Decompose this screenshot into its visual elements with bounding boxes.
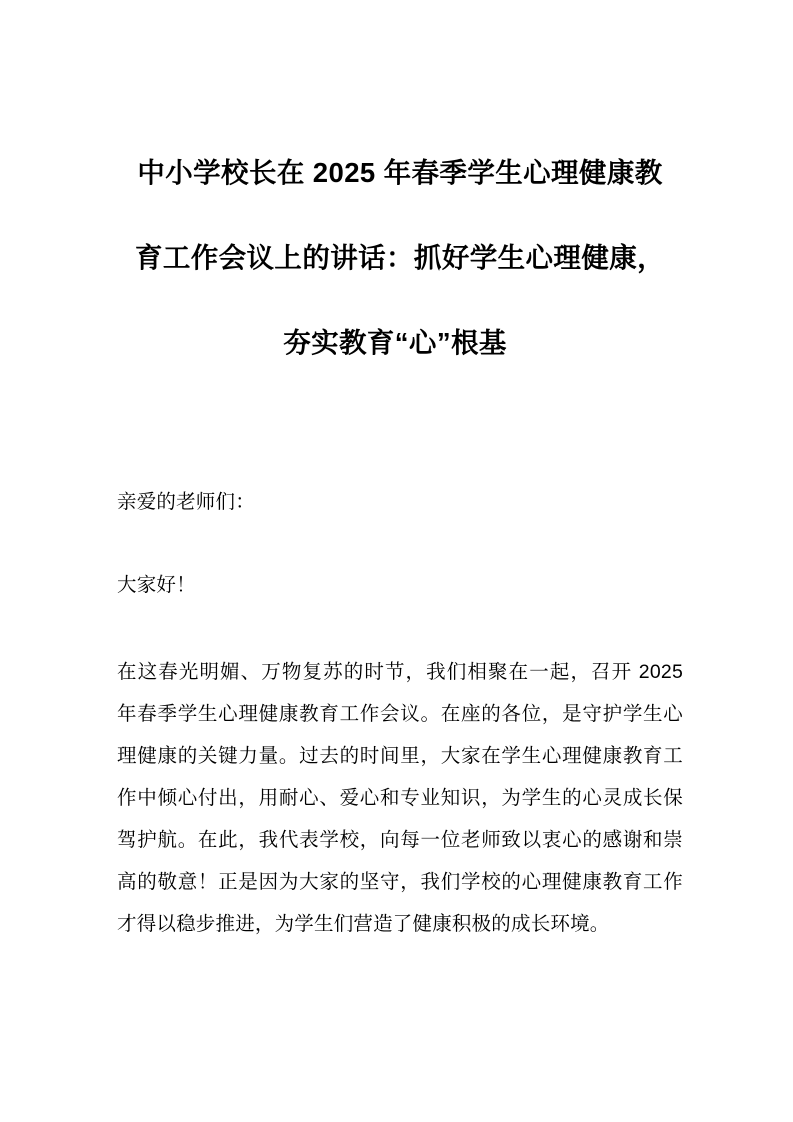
document-content — [117, 0, 683, 945]
title-top-spacer — [117, 0, 683, 130]
body-paragraph-1: 在这春光明媚、万物复苏的时节，我们相聚在一起，召开 2025 年春季学生心理健康教育工作会议。在座的各位，是守护学生心理健康的关键力量。过去的时间里，大家在学生心理健康教育工作中倾心付出，用耐心、爱心和专业知识，为学生的心灵成长保驾护航。在此，我代表学校，向每一位老师致以衷心的感谢和崇高的敬意！正是因为大家的坚守，我们学校的心理健康教育工作才得以稳步推进，为学生们营造了健康积极的成长环境。 — [117, 661, 683, 935]
document-body — [117, 481, 683, 945]
title-line-1: 中小学校长在 2025 年春季学生心理健康教 — [137, 157, 663, 188]
greeting: 大家好！ — [117, 574, 196, 596]
title-line-2: 育工作会议上的讲话：抓好学生心理健康， — [134, 242, 666, 273]
salutation: 亲爱的老师们： — [117, 491, 255, 513]
page-title — [117, 130, 683, 385]
title-line-3: 夯实教育“心”根基 — [283, 327, 507, 358]
